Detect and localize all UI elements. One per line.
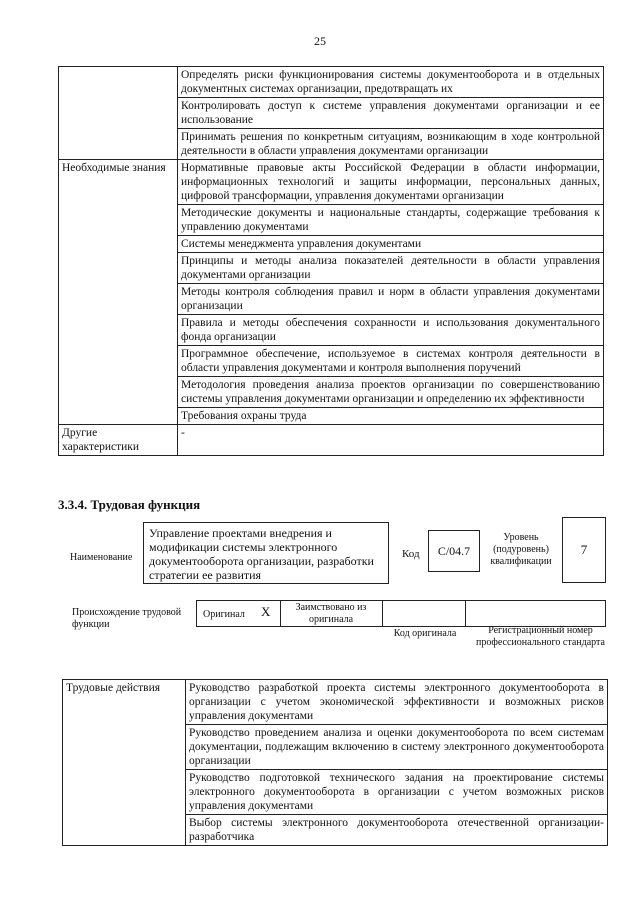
table-cell: Определять риски функционирования системы документооборота и в отдельных документных системах организации, предотвращать их bbox=[178, 67, 604, 98]
code-original-caption: Код оригинала bbox=[393, 628, 457, 639]
borrowed-label: Заимствовано из оригинала bbox=[295, 602, 367, 625]
table-cell: Программное обеспечение, используемое в системах контроля деятельности в области управления документами и контроля выполнения поручений bbox=[178, 346, 604, 377]
table-cell: Методы контроля соблюдения правил и норм в области управления документами организации bbox=[178, 284, 604, 315]
table-cell: Методология проведения анализа проектов организации по совершенствованию системы управления документами организации и определению их эффективности bbox=[178, 377, 604, 408]
row-label-blank bbox=[59, 67, 178, 160]
table-cell: Принимать решения по конкретным ситуациям, возникающим в ходе контрольной деятельности в области управления документами организации bbox=[178, 129, 604, 160]
row-label-knowledge: Необходимые знания bbox=[59, 160, 178, 425]
row-label-actions: Трудовые действия bbox=[63, 680, 186, 846]
origin-label: Происхождение трудовой функции bbox=[72, 607, 182, 630]
table-cell: Принципы и методы анализа показателей деятельности в области управления документами организации bbox=[178, 253, 604, 284]
table-cell: Требования охраны труда bbox=[178, 408, 604, 425]
code-label: Код bbox=[402, 548, 420, 560]
table-cell: Контролировать доступ к системе управления документами организации и ее использование bbox=[178, 98, 604, 129]
table-cell: Выбор системы электронного документооборота отечественной организации-разработчика bbox=[186, 815, 608, 846]
table-cell: - bbox=[178, 425, 604, 456]
table-cell: Руководство подготовкой технического задания на проектирование системы электронного документооборота в организации с учетом возможных рисков управления документами bbox=[186, 770, 608, 815]
table-cell: Нормативные правовые акты Российской Федерации в области информации, информационных технологий и защиты информации, персональных данных, цифровой трансформации, управления документами организации bbox=[178, 160, 604, 205]
table-cell: Руководство проведением анализа и оценки документооборота по всем системам документации, подлежащим включению в систему электронного документооборота организации bbox=[186, 725, 608, 770]
code-value: С/04.7 bbox=[428, 530, 480, 572]
section-title: 3.3.4. Трудовая функция bbox=[58, 497, 201, 512]
origin-row bbox=[196, 600, 606, 627]
page-number: 25 bbox=[314, 34, 326, 48]
original-mark: X bbox=[261, 604, 271, 619]
row-label-other: Другие характеристики bbox=[59, 425, 178, 456]
level-value: 7 bbox=[562, 517, 606, 583]
table-cell: Системы менеджмента управления документами bbox=[178, 236, 604, 253]
name-value: Управление проектами внедрения и модификации системы электронного документооборота организации, разработки стратегии ее развития bbox=[143, 522, 389, 584]
actions-table bbox=[62, 679, 608, 846]
original-label: Оригинал bbox=[203, 609, 245, 620]
table-cell: Методические документы и национальные стандарты, содержащие требования к управлению документами bbox=[178, 205, 604, 236]
table-cell: Правила и методы обеспечения сохранности и использования документального фонда организации bbox=[178, 315, 604, 346]
skills-table bbox=[58, 66, 604, 456]
level-label: Уровень (подуровень) квалификации bbox=[490, 532, 552, 567]
name-label: Наименование bbox=[70, 552, 133, 563]
table-cell: Руководство разработкой проекта системы электронного документооборота в организации с учетом экономической эффективности и возможных рисков управления документами bbox=[186, 680, 608, 725]
reg-number-caption: Регистрационный номер профессионального стандарта bbox=[476, 625, 605, 648]
